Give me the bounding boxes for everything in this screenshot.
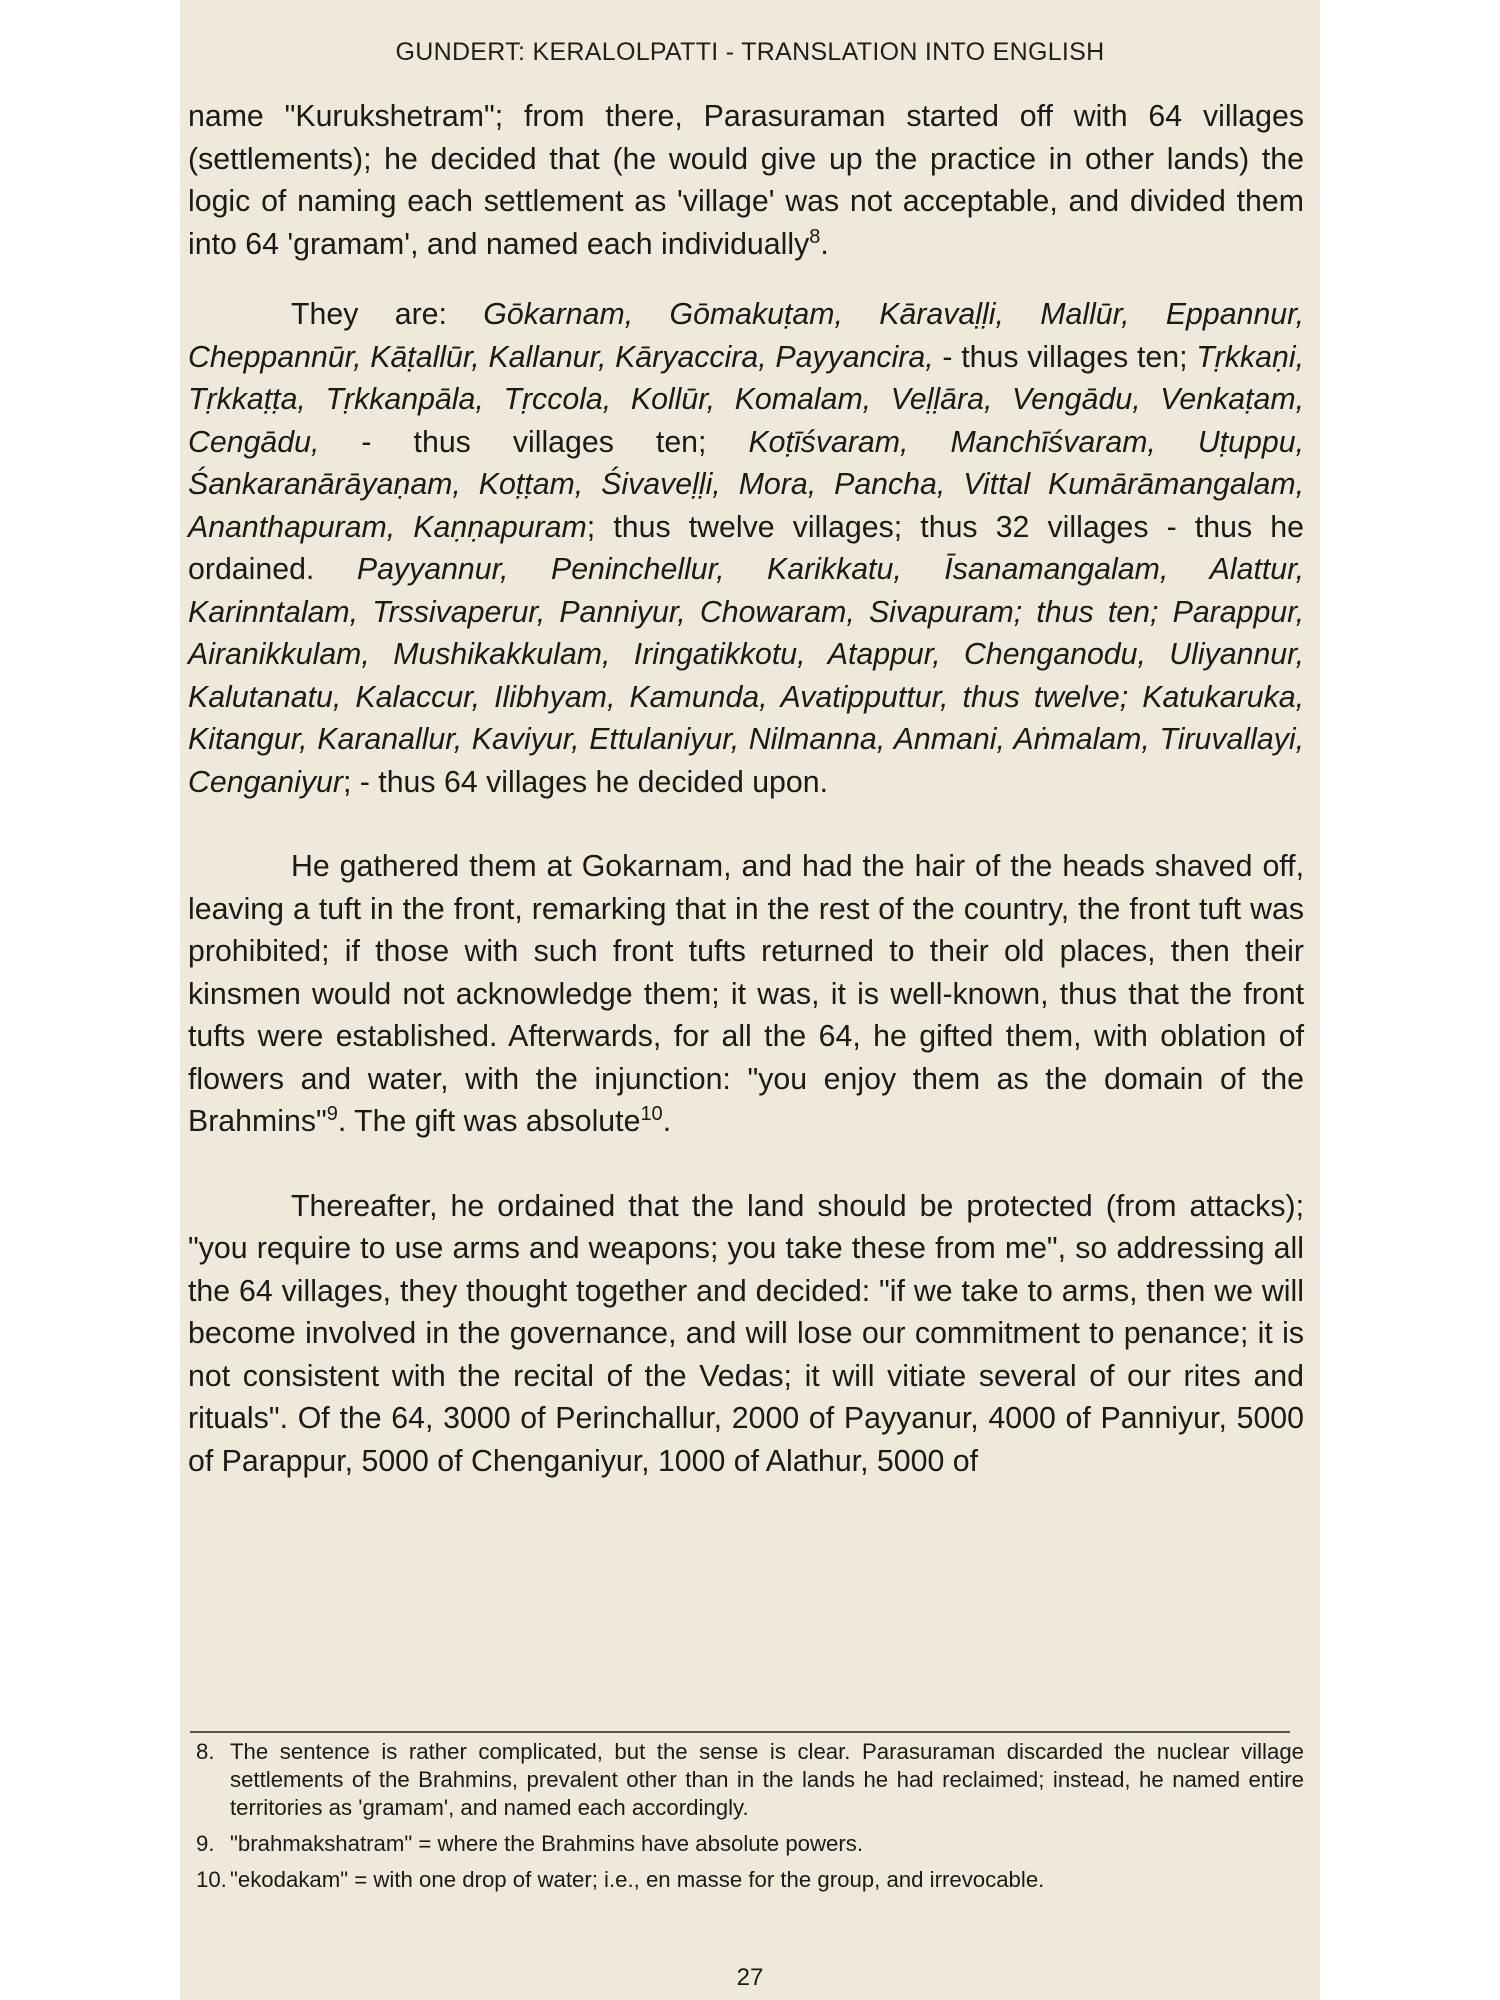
village-list-4: Payyannur, Peninchellur, Karikkatu, Īsanamangalam, Alattur, Karinntalam, Trssivaperur, Panniyur, Chowaram, Sivapuram; thus ten; Parappur, Airanikkulam, Mushikakkulam, Iringatikkotu, Atappur, Chenganodu, Uliyannur, Kalutanatu, Kalaccur, Ilibhyam, Kamunda, Avatipputtur, thus twelve; Katukaruka, Kitangur, Karanallur, Kaviyur, Ettulaniyur, Nilmanna, Anmani, Aṅmalam, Tiruvallayi, Cenganiyur [188, 553, 1304, 799]
footnote-ref-8: 8 [809, 225, 821, 248]
footnote-divider [190, 1731, 1290, 1733]
paragraph-3: He gathered them at Gokarnam, and had the hair of the heads shaved off, leaving a tuft in the front, remarking that in the rest of the country, the front tuft was prohibited; if those with such front tufts returned to their old places, then their kinsmen would not acknowledge them; it was, it is well-known, thus that the front tufts were established. Afterwards, for all the 64, he gifted them, with oblation of flowers and water, with the injunction: "you enjoy them as the domain of the Brahmins"$^9$. The gift was absolute$^{10}$. [188, 850, 1304, 1138]
book-page [180, 0, 1320, 2000]
body-text [188, 96, 1304, 1483]
village-list-1: Gōkarnam, Gōmakuṭam, Kāravaḷḷi, Mallūr, Eppannur, Cheppannūr, Kāṭallūr, Kallanur, Kāryaccira, Payyancira, [188, 298, 1304, 374]
paragraph-1-text: name "Kurukshetram"; from there, Parasuraman started off with 64 villages (settlements); he decided that (he would give up the practice in other lands) the logic of naming each settlement as 'village' was not acceptable, and divided them into 64 'gramam', and named each individually [188, 100, 1304, 261]
footnote-10: 10. "ekodakam" = with one drop of water; i.e., en masse for the group, and irrevocable. [196, 1867, 1045, 1892]
village-list-3: Koṭīśvaram, Manchīśvaram, Uṭuppu, Śankaranārāyaṇam, Koṭṭam, Śivaveḷḷi, Mora, Pancha, Vittal Kumārāmangalam, Ananthapuram, Kaṇṇapuram [188, 425, 1304, 544]
paragraph-2: They are: Gōkarnam, Gōmakuṭam, Kāravaḷḷi, Mallūr, Eppannur, Cheppannūr, Kāṭallūr, Kallanur, Kāryaccira, Payyancira, - thus villages ten; Tṛkkaṇi, Tṛkkaṭṭa, Tṛkkanpāla, Tṛccola, Kollūr, Komalam, Veḷḷāra, Vengādu, Venkaṭam, Cengādu, - thus villages ten; Koṭīśvaram, Manchīśvaram, Uṭuppu, Śankaranārāyaṇam, Koṭṭam, Śivaveḷḷi, Mora, Pancha, Vittal Kumārāmangalam, Ananthapuram, Kaṇṇapuram; thus twelve villages; thus 32 villages - thus he ordained. Payyannur, Peninchellur, Karikkatu, Īsanamangalam, Alattur, Karinntalam, Trssivaperur, Panniyur, Chowaram, Sivapuram; thus ten; Parappur, Airanikkulam, Mushikakkulam, Iringatikkotu, Atappur, Chenganodu, Uliyannur, Kalutanatu, Kalaccur, Ilibhyam, Kamunda, Avatipputtur, thus twelve; Katukaruka, Kitangur, Karanallur, Kaviyur, Ettulaniyur, Nilmanna, Anmani, Aṅmalam, Tiruvallayi, Cenganiyur; - thus 64 villages he decided upon. [188, 298, 1305, 799]
page-number: 27 [736, 1964, 764, 1991]
village-list-2: Tṛkkaṇi, Tṛkkaṭṭa, Tṛkkanpāla, Tṛccola, Kollūr, Komalam, Veḷḷāra, Vengādu, Venkaṭam, Cengādu, [188, 340, 1305, 459]
footnotes [196, 1738, 1304, 1902]
footnote-8: 8. The sentence is rather complicated, but the sense is clear. Parasuraman discarded the nuclear village settlements of the Brahmins, prevalent other than in the lands he had reclaimed; instead, he named entire territories as 'gramam', and named each accordingly. [196, 1739, 1304, 1820]
paragraph-4-text: Thereafter, he ordained that the land should be protected (from attacks); "you require to use arms and weapons; you take these from me", so addressing all the 64 villages, they thought together and decided: "if we take to arms, then we will become involved in the governance, and will lose our commitment to penance; it is not consistent with the recital of the Vedas; it will vitiate several of our rites and rituals". Of the 64, 3000 of Perinchallur, 2000 of Payyanur, 4000 of Panniyur, 5000 of Parappur, 5000 of Chenganiyur, 1000 of Alathur, 5000 of [188, 1189, 1304, 1478]
footnote-ref-10: 10 [640, 1102, 663, 1125]
paragraph-3-text: He gathered them at Gokarnam, and had the hair of the heads shaved off, leaving a tuft in the front, remarking that in the rest of the country, the front tuft was prohibited; if those with such front tufts returned to their old places, then their kinsmen would not acknowledge them; it was, it is well-known, thus that the front tufts were established. Afterwards, for all the 64, he gifted them, with oblation of flowers and water, with the injunction: "you enjoy them as the domain of the Brahmins" [188, 850, 1304, 1138]
footnote-ref-9: 9 [326, 1102, 338, 1125]
paragraph-1: name "Kurukshetram"; from there, Parasuraman started off with 64 villages (settlements); he decided that (he would give up the practice in other lands) the logic of naming each settlement as 'village' was not acceptable, and divided them into 64 'gramam', and named each individually$^8$. [188, 100, 1304, 261]
footnote-9: 9. "brahmakshatram" = where the Brahmins have absolute powers. [196, 1831, 864, 1856]
paragraph-4 [188, 1186, 1304, 1484]
running-head: GUNDERT: KERALOLPATTI - TRANSLATION INTO ENGLISH [395, 38, 1105, 66]
